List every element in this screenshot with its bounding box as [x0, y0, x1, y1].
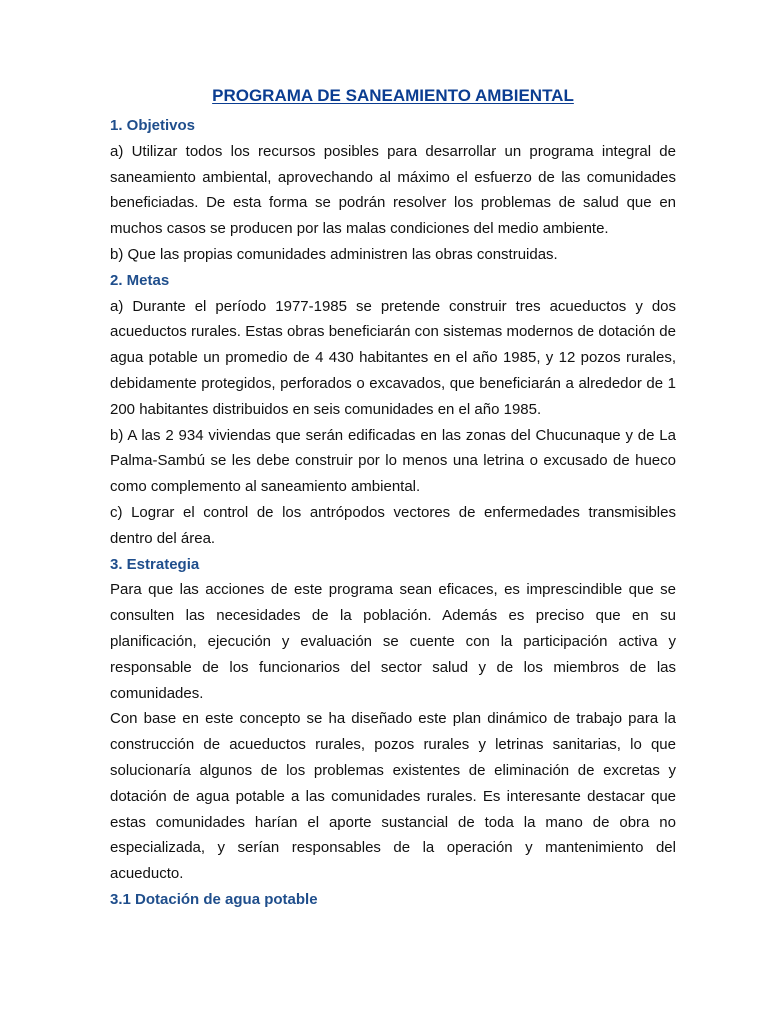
paragraph-estrategia-2: Con base en este concepto se ha diseñado este plan dinámico de trabajo para la construcción de acueductos rurales, pozos rurales y letrinas sanitarias, lo que solucionaría algunos de los problemas existentes de eliminación de excretas y dotación de agua potable a las comunidades rurales. Es interesante destacar que estas comunidades harían el aporte sustancial de toda la mano de obra no especializada, y serían responsables de la operación y mantenimiento del acueducto. — [110, 710, 676, 883]
section-heading-objetivos: 1. Objetivos — [110, 117, 196, 134]
section-heading-dotacion: 3.1 Dotación de agua potable — [110, 890, 318, 908]
section-heading-estrategia: 3. Estrategia — [110, 555, 200, 573]
document-title: PROGRAMA DE SANEAMIENTO AMBIENTAL — [212, 86, 574, 105]
paragraph-metas-c: c) Lograr el control de los antrópodos vectores de enfermedades transmisibles dentro del área. — [110, 503, 676, 547]
paragraph-estrategia-1: Para que las acciones de este programa sean eficaces, es imprescindible que se consulten las necesidades de la población. Además es preciso que en su planificación, ejecución y evaluación se cuente con la participación activa y responsable de los funcionarios del sector salud y de los miembros de las comunidades. — [110, 581, 676, 702]
paragraph-metas-a: a) Durante el período 1977-1985 se pretende construir tres acueductos y dos acueductos rurales. Estas obras beneficiarán con sistemas modernos de dotación de agua potable un promedio de 4 430 habitantes en el año 1985, y 12 pozos rurales, debidamente protegidos, perforados o excavados, que beneficiarán a alrededor de 1 200 habitantes distribuidos en seis comunidades en el año 1985. — [110, 297, 676, 418]
paragraph-metas-b: b) A las 2 934 viviendas que serán edificadas en las zonas del Chucunaque y de La Palma-Sambú se les debe construir por lo menos una letrina o excusado de hueco como complemento al saneamiento ambiental. — [110, 426, 676, 496]
document-body — [110, 83, 676, 913]
section-heading-metas: 2. Metas — [110, 271, 170, 289]
paragraph-objetivos-a: a) Utilizar todos los recursos posibles para desarrollar un programa integral de saneamiento ambiental, aprovechando al máximo el esfuerzo de las comunidades beneficiadas. De esta forma se podrán resolver los problemas de salud que en muchos casos se producen por las malas condiciones del medio ambiente. — [110, 142, 676, 238]
paragraph-objetivos-b: b) Que las propias comunidades administren las obras construidas. — [110, 245, 558, 263]
